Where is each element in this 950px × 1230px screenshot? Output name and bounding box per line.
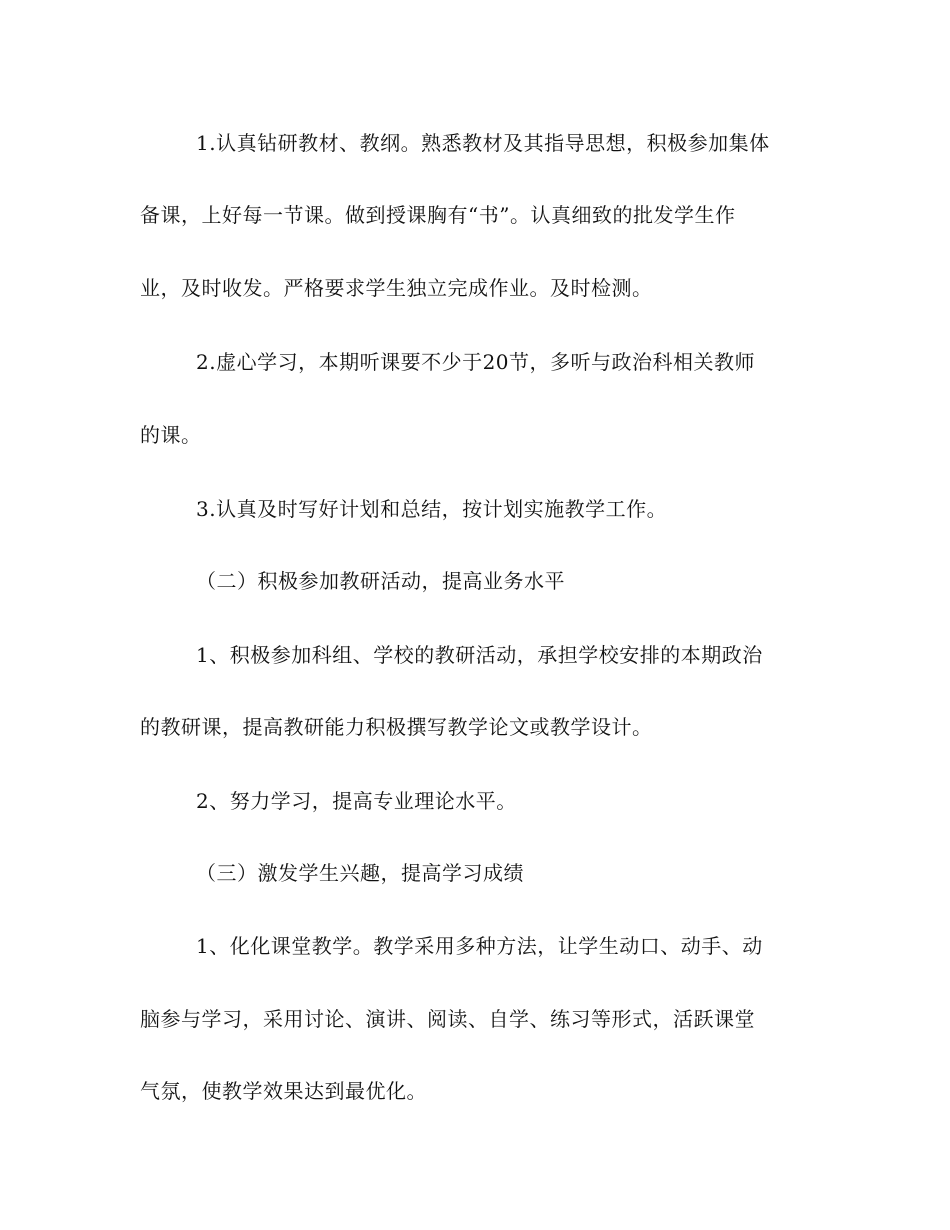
- section-heading-3: （三）激发学生兴趣，提高学习成绩: [196, 861, 524, 885]
- paragraph-3-line-1: 3.认真及时写好计划和总结，按计划实施教学工作。: [196, 497, 668, 521]
- paragraph-4-line-1: 1、积极参加科组、学校的教研活动，承担学校安排的本期政治: [196, 643, 763, 667]
- section-heading-2: （二）积极参加教研活动，提高业务水平: [196, 569, 565, 593]
- paragraph-1-line-1: 1.认真钻研教材、教纲。熟悉教材及其指导思想，积极参加集体: [196, 131, 770, 155]
- paragraph-2-line-2: 的课。: [140, 423, 202, 447]
- paragraph-4-line-2: 的教研课，提高教研能力积极撰写教学论文或教学设计。: [140, 715, 653, 739]
- paragraph-1-line-3: 业，及时收发。严格要求学生独立完成作业。及时检测。: [140, 276, 653, 300]
- paragraph-6-line-3: 气氛，使教学效果达到最优化。: [140, 1079, 427, 1103]
- paragraph-6-line-2: 脑参与学习，采用讨论、演讲、阅读、自学、练习等形式，活跃课堂: [140, 1007, 755, 1031]
- paragraph-2-line-1: 2.虚心学习，本期听课要不少于20节，多听与政治科相关教师: [196, 350, 756, 374]
- paragraph-5-line-1: 2、努力学习，提高专业理论水平。: [196, 789, 517, 813]
- paragraph-1-line-2: 备课，上好每一节课。做到授课胸有“书”。认真细致的批发学生作: [140, 203, 736, 227]
- paragraph-6-line-1: 1、化化课堂教学。教学采用多种方法，让学生动口、动手、动: [196, 934, 763, 958]
